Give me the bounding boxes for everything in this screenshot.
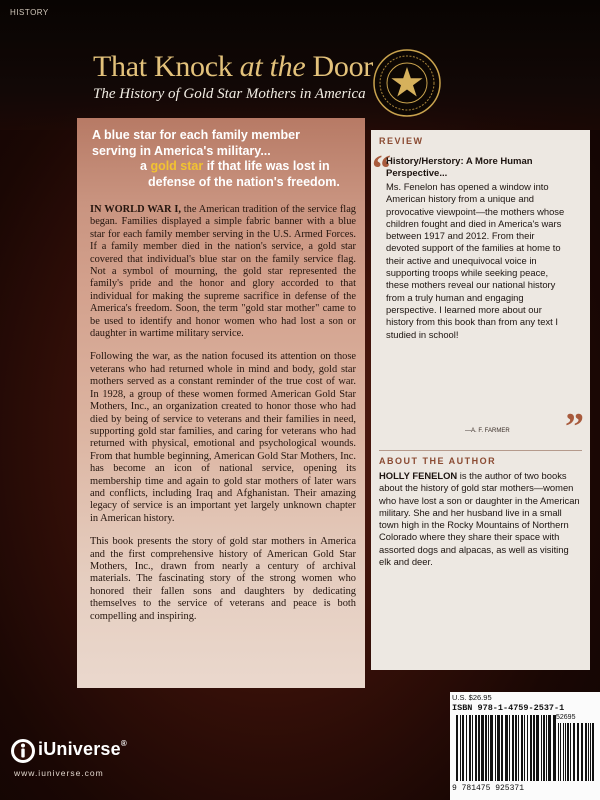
open-quote-icon: “ — [372, 148, 391, 190]
review-title: History/Herstory: A More Human Perspective... — [386, 156, 533, 179]
tagline-line-3-suffix: if that life was lost in — [203, 159, 330, 173]
author-bio-text: is the author of two books about the history of gold star mothers—women who have lost a son or daughter in the American military. She and her husband live in a small town high in the Rocky Mountains of Northern Colorado where they share their space with assorted dogs and alpacas, as well as visiting elk and deer. — [379, 470, 580, 568]
isbn-barcode-icon — [454, 715, 596, 783]
tagline-line-3-prefix: a — [140, 159, 151, 173]
publisher-name: iUniverse — [38, 739, 121, 759]
publisher-url[interactable]: www.iuniverse.com — [14, 768, 104, 778]
book-title — [93, 50, 373, 84]
review-heading: REVIEW — [379, 136, 424, 146]
book-subtitle: The History of Gold Star Mothers in America — [93, 86, 366, 102]
description-paragraph-2: Following the war, as the nation focused its attention on those veterans who had returned whole in mind and body, gold star mothers served as a constant reminder of the true cost of war. In 1928, a group of these women formed American Gold Star Mothers, Inc., an organization created to honor those who had died by being of service to veterans and their families in need, supporting gold star families, and caring for veterans who had returned with physical, emotional and psychological wounds. From that humble beginning, American Gold Star Mothers, Inc. has become an icon of national service, opening its membership time and again to gold star mothers of later wars and conflicts, including Iraq and Afghanistan. Their amazing legacy of service is an important yet largely unknown chapter in American history. — [90, 351, 356, 524]
paragraph-1-text: the American tradition of the service flag began. Families displayed a simple fabric banner with a blue star for each family member serving in the U.S. Armed Forces. If a family member died in the nation's service, a gold star covered that individual's blue star on the family service flag. Not a symbol of mourning, the gold star represented the family's pride and the honor and glory accorded to that individual for making the supreme sacrifice in defense of the America's freedom. Soon, the term "gold star mother" came to be used to identify and honor women who had lost a son or daughter in wartime military service. — [90, 204, 356, 340]
description-paragraph-1 — [90, 204, 356, 340]
price-label: U.S. $26.95 — [452, 693, 492, 702]
paragraph-lead: IN WORLD WAR I, — [90, 204, 181, 215]
close-quote-icon: ” — [565, 406, 584, 448]
review-attribution: —A. F. FARMER — [465, 428, 510, 434]
description-body — [90, 204, 356, 634]
title-part-1: That Knock — [93, 50, 240, 83]
iuniverse-logo-icon — [10, 738, 36, 764]
review-text: Ms. Fenelon has opened a window into American history from a unique and provocative viewpoint—the mothers whose children fought and died in America's wars between 1917 and 2012. From their devoted support of the families at home to their active and unequivocal voice in supporting troops while seeking peace, these mothers reveal our national history from a truly human and engaging perspective. I learned more about our history from this book than from any text I studied in school! — [386, 181, 565, 340]
trademark-symbol: ® — [120, 739, 127, 748]
description-paragraph-3: This book presents the story of gold star mothers in America and the first comprehensive history of American Gold Star Mothers, Inc., drawn from nearly a century of archival materials. The fascinating story of the strong women who honored their fallen sons and daughters by dedicating themselves to the service of veterans and peace is both compelling and inspiring. — [90, 536, 356, 622]
tagline-line-4: defense of the nation's freedom. — [148, 174, 340, 189]
author-bio — [379, 470, 582, 568]
gold-star-seal-icon — [372, 48, 442, 118]
gold-star-phrase: gold star — [150, 159, 204, 173]
tagline — [92, 128, 362, 190]
title-part-3: Door — [305, 50, 373, 83]
price-addon-code: 52695 — [556, 714, 576, 721]
isbn-label: ISBN 978-1-4759-2537-1 — [452, 703, 565, 713]
tagline-line-3 — [92, 159, 362, 175]
tagline-line-1: A blue star for each family member — [92, 128, 300, 142]
publisher-logo-text — [38, 739, 127, 760]
title-part-2: at the — [239, 50, 306, 83]
genre-label: HISTORY — [10, 8, 49, 17]
tagline-line-2: serving in America's military... — [92, 143, 271, 158]
section-divider — [379, 450, 582, 451]
author-name: HOLLY FENELON — [379, 470, 458, 481]
author-heading: ABOUT THE AUTHOR — [379, 456, 497, 466]
barcode-digits: 9 781475 925371 — [452, 784, 525, 793]
